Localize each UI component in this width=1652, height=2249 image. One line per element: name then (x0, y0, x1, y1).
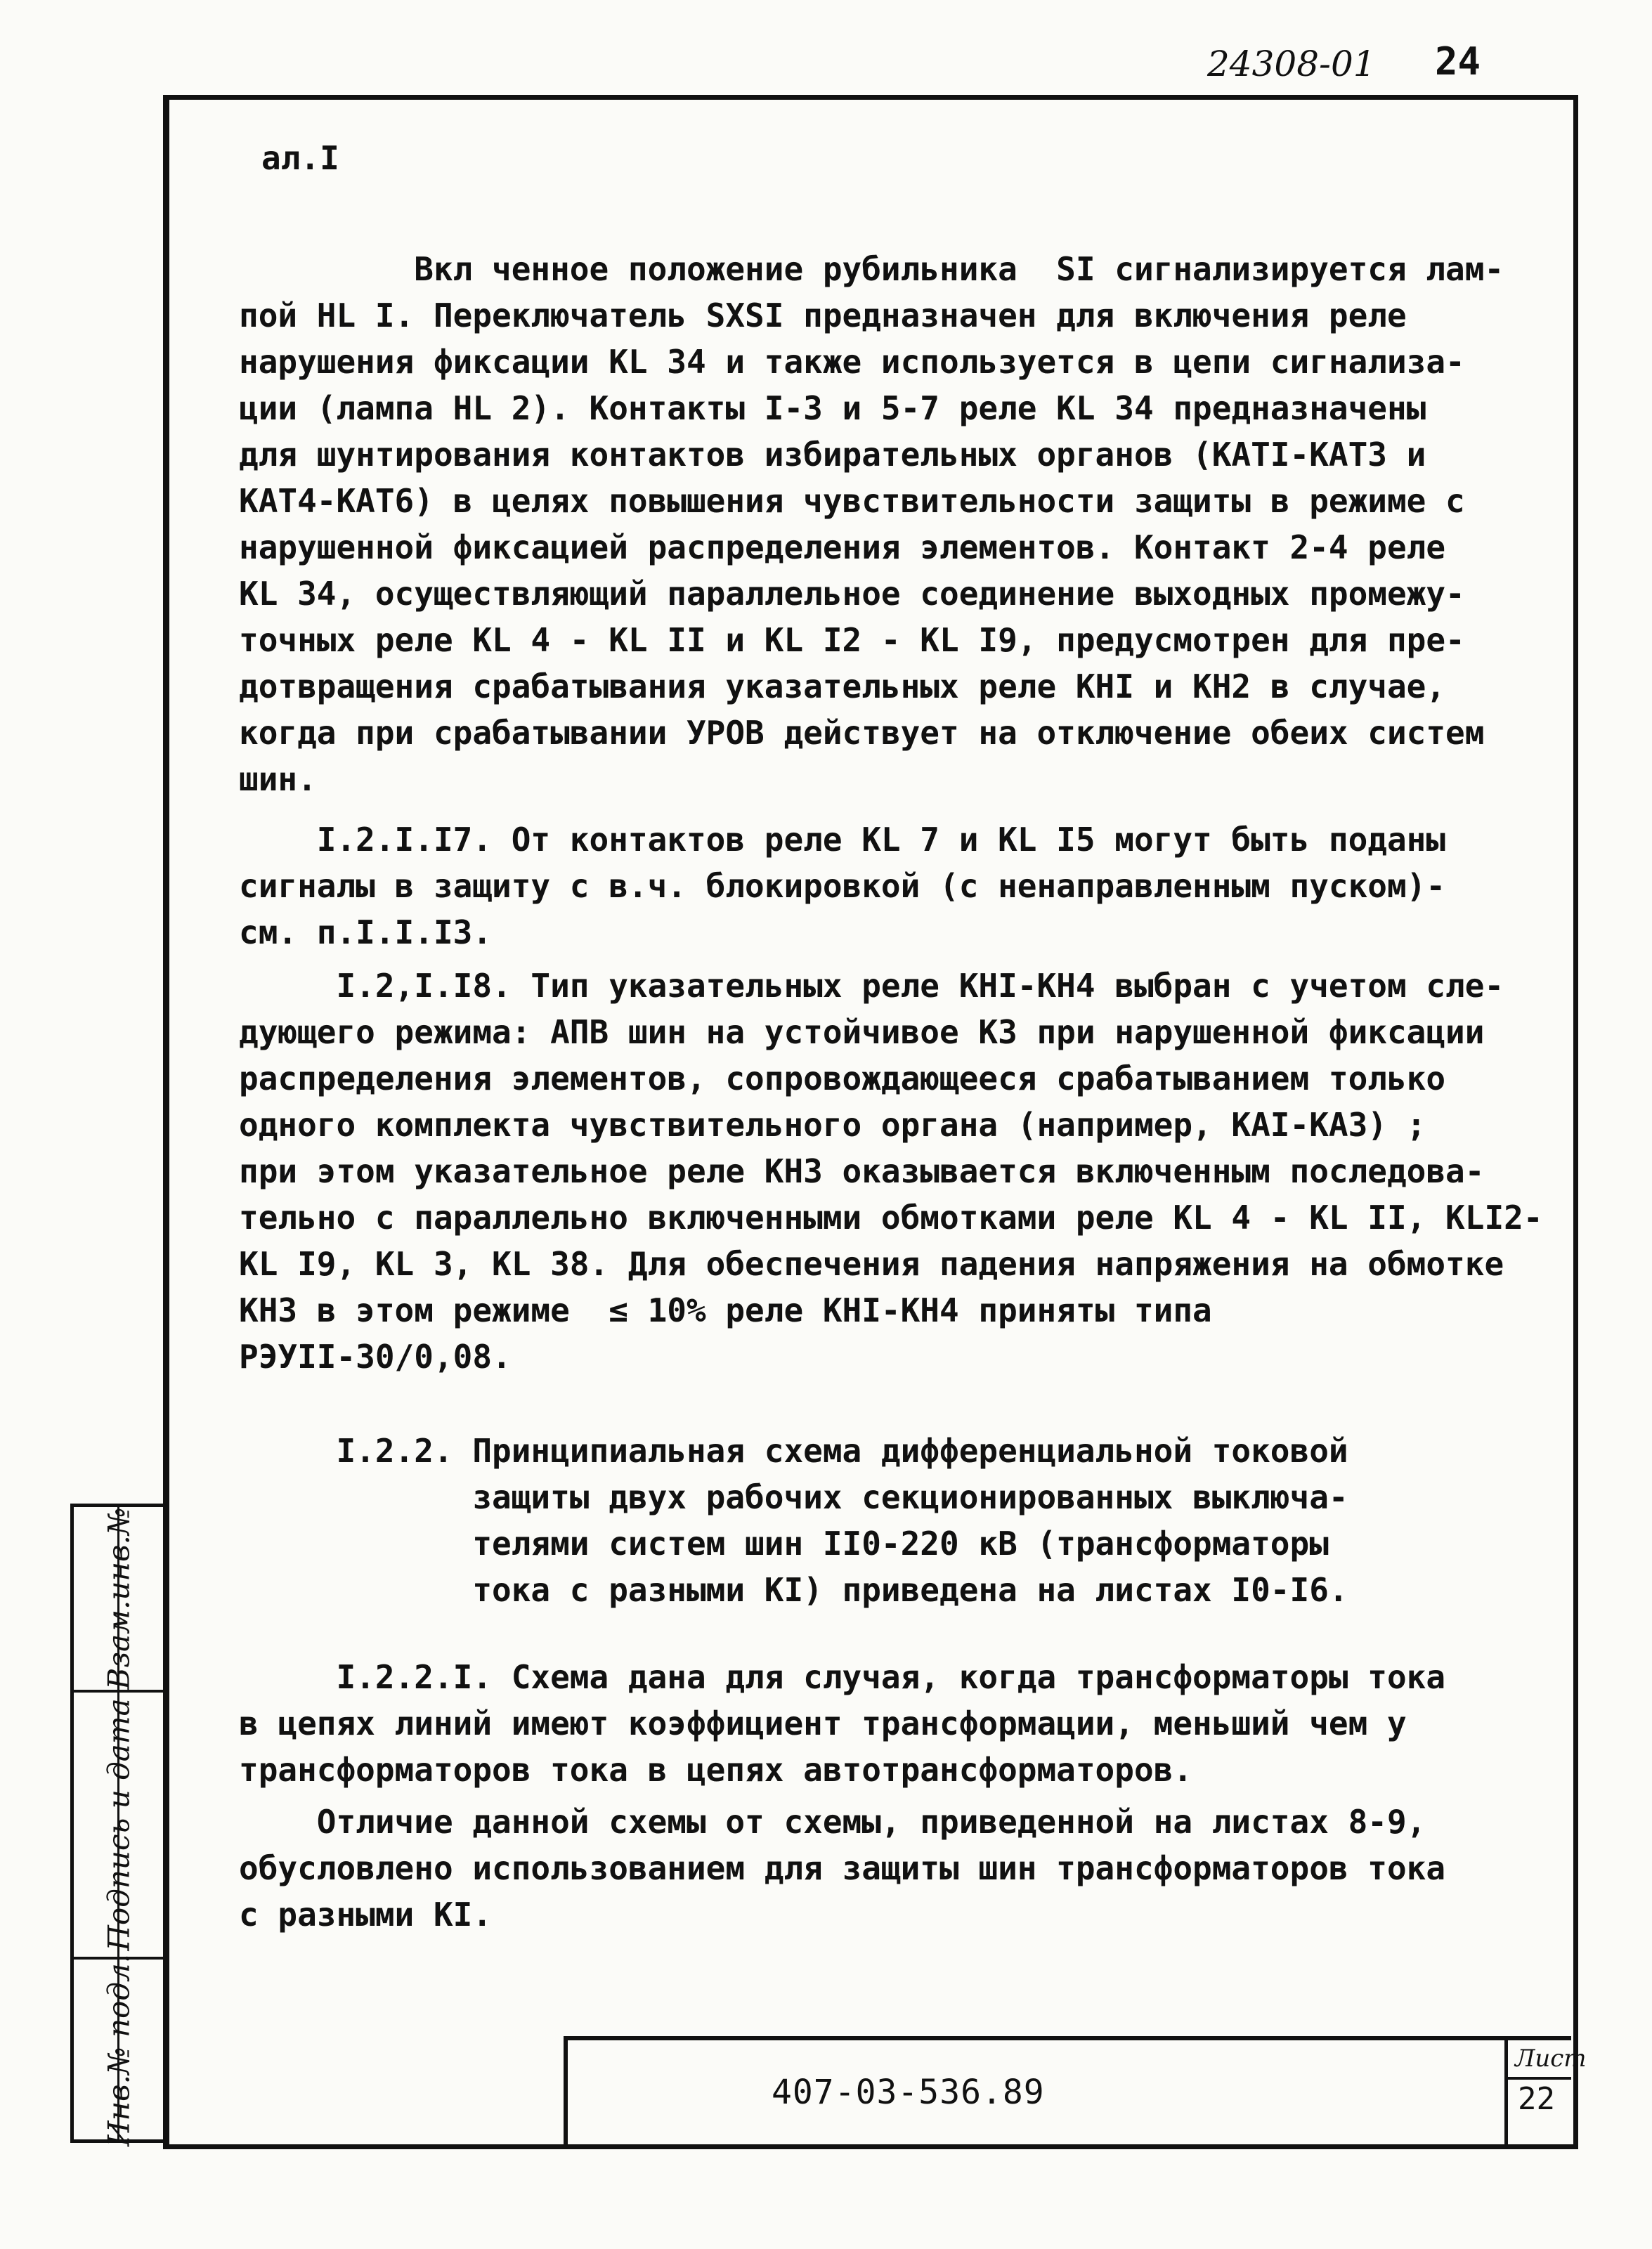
side-cell-replacement (74, 1507, 163, 1693)
body-line: I.2.I.I7. От контактов реле KL 7 и KL I5 могут быть поданы (239, 821, 1446, 859)
sheet-box (1504, 2040, 1587, 2144)
body-line: дующего режима: АПВ шин на устойчивое КЗ при нарушенной фиксации (239, 1013, 1485, 1051)
body-line: KAT4-KAT6) в целях повышения чувствительности защиты в режиме с (239, 482, 1465, 520)
body-line: сигналы в защиту с в.ч. блокировкой (с ненаправленным пуском)- (239, 867, 1446, 905)
side-cell-signature (74, 1693, 163, 1960)
body-line: I.2,I.I8. Тип указательных реле KHI-KH4 выбран с учетом сле- (239, 967, 1504, 1005)
body-line: Вкл ченное положение рубильника SI сигнализируется лам- (239, 250, 1504, 288)
side-label: Взам.инв.№ (101, 1507, 136, 1690)
page-number: 24 (1435, 39, 1481, 84)
section-line: тока с разными KI) приведена на листах I0-I6. (239, 1571, 1348, 1609)
side-label: Подпись и дата (101, 1698, 136, 1951)
side-stamp (70, 1504, 163, 2147)
closing-line: обусловлено использованием для защиты шин трансформаторов тока (239, 1849, 1446, 1887)
closing-line: Отличие данной схемы от схемы, приведенной на листах 8-9, (239, 1803, 1426, 1841)
body-line: KL I9, KL 3, KL 38. Для обеспечения падения напряжения на обмотке (239, 1245, 1504, 1283)
body-line: KH3 в этом режиме ≤ 10% реле KHI-KH4 приняты типа (239, 1291, 1212, 1329)
closing-line: в цепях линий имеют коэффициент трансформации, меньший чем у (239, 1704, 1407, 1742)
body-line: тельно с параллельно включенными обмотками реле KL 4 - KL II, KLI2- (239, 1199, 1543, 1237)
body-line: ции (лампа HL 2). Контакты I-3 и 5-7 реле KL 34 предназначены (239, 389, 1426, 427)
archive-number: 24308-01 (1207, 44, 1376, 84)
body-line: дотвращения срабатывания указательных реле KHI и KH2 в случае, (239, 667, 1446, 705)
body-line: см. п.I.I.I3. (239, 913, 493, 951)
body-line: точных реле KL 4 - KL II и KL I2 - KL I9, предусмотрен для пре- (239, 621, 1465, 659)
closing-line: с разными KI. (239, 1896, 493, 1934)
body-line: при этом указательное реле KH3 оказывается включенным последова- (239, 1152, 1485, 1190)
side-cell-inventory (74, 1953, 163, 2147)
body-line: нарушенной фиксацией распределения элементов. Контакт 2-4 реле (239, 528, 1446, 566)
section-line: I.2.2. Принципиальная схема дифференциальной токовой (239, 1432, 1348, 1470)
body-line: пой HL I. Переключатель SXSI предназначен для включения реле (239, 296, 1407, 334)
closing-line: трансформаторов тока в цепях автотрансформаторов. (239, 1751, 1193, 1789)
body-line: одного комплекта чувствительного органа (например, KAI-KA3) ; (239, 1106, 1426, 1144)
sheet-number: 22 (1518, 2081, 1555, 2117)
body-line: KL 34, осуществляющий параллельное соединение выходных промежу- (239, 575, 1465, 613)
page-heading: ал.I (261, 139, 339, 177)
body-line: нарушения фиксации KL 34 и также используется в цепи сигнализа- (239, 343, 1465, 381)
document-code: 407-03-536.89 (772, 2073, 1045, 2112)
side-label: Инв.№ подл. (101, 1953, 136, 2147)
body-line: РЭУII-30/0,08. (239, 1338, 512, 1376)
closing-line: I.2.2.I. Схема дана для случая, когда трансформаторы тока (239, 1658, 1446, 1696)
sheet-label: Лист (1515, 2045, 1587, 2073)
section-line: телями систем шин II0-220 кВ (трансформаторы (239, 1525, 1329, 1563)
section-line: защиты двух рабочих секционированных выключа- (239, 1478, 1348, 1516)
body-line: шин. (239, 760, 317, 798)
body-line: для шунтирования контактов избирательных органов (KATI-KAT3 и (239, 436, 1426, 474)
title-block (564, 2036, 1587, 2149)
body-line: когда при срабатывании УРОВ действует на отключение обеих систем (239, 714, 1485, 752)
body-line: распределения элементов, сопровождающееся срабатыванием только (239, 1060, 1446, 1097)
